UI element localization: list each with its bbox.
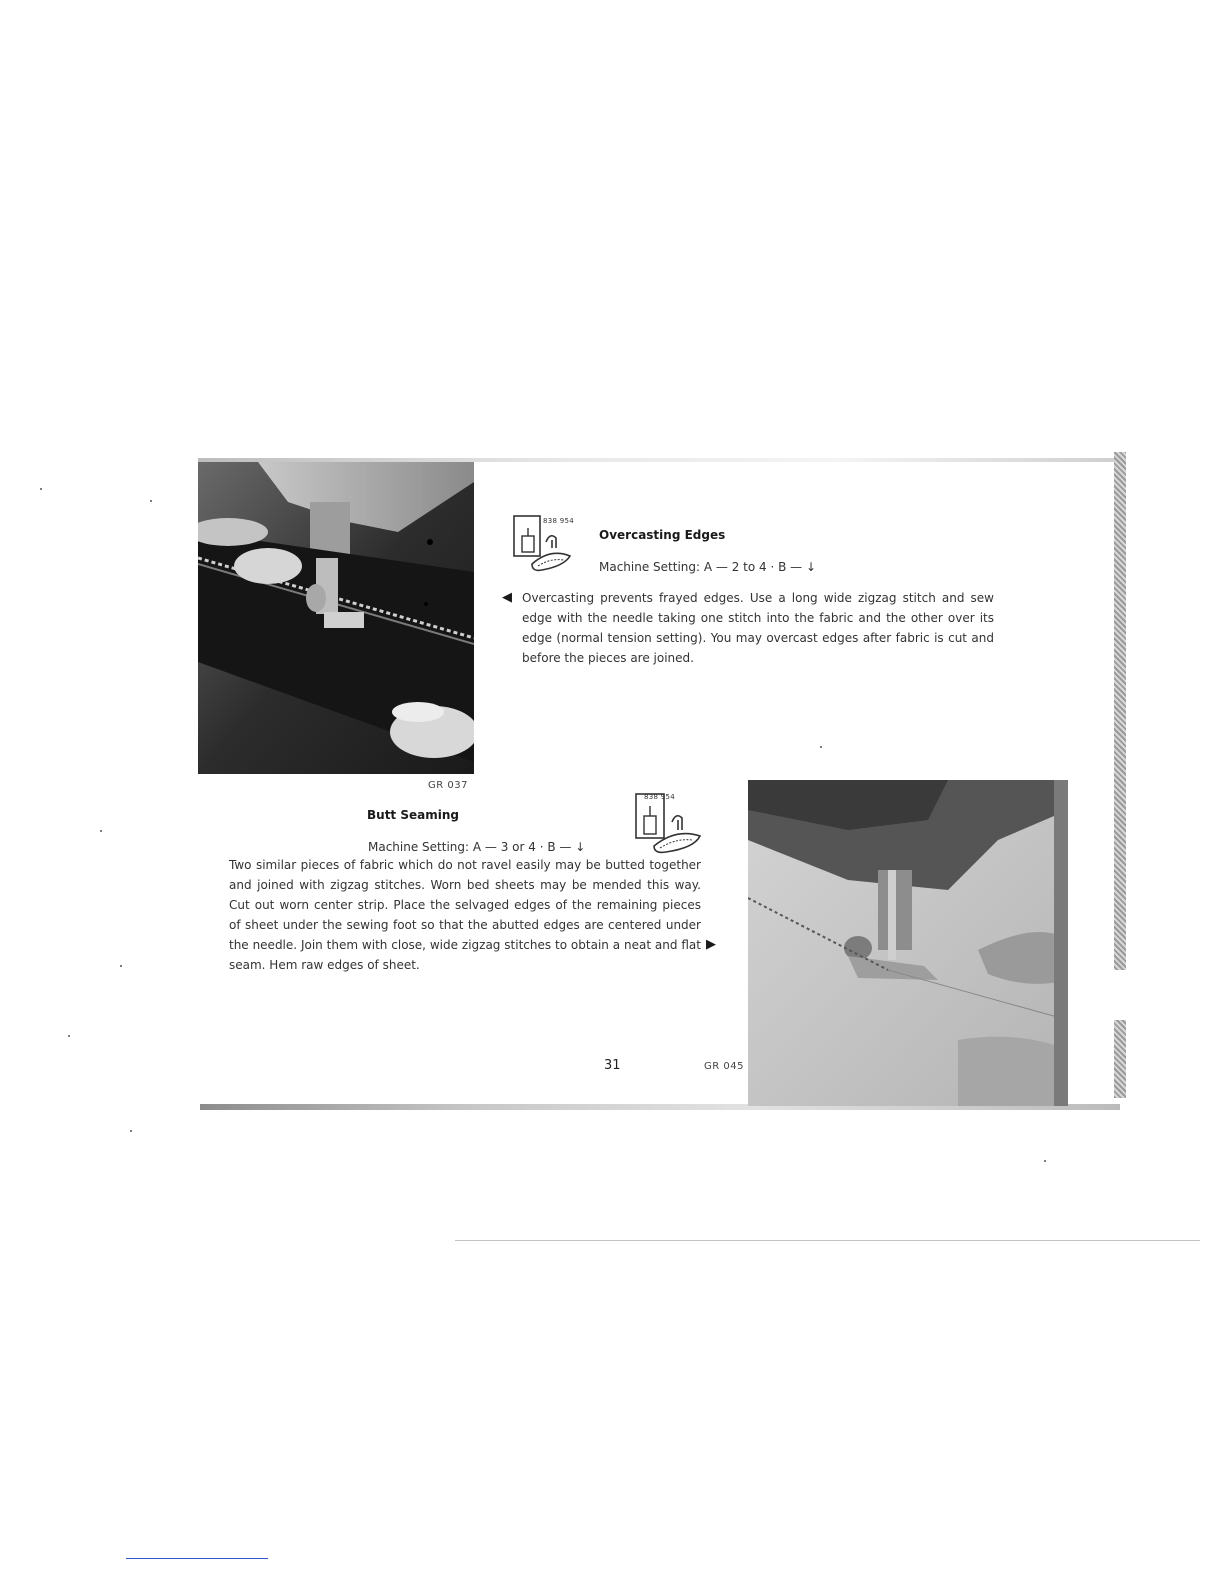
overcasting-photo — [198, 462, 474, 774]
scan-speck — [40, 488, 42, 490]
footnote-rule — [126, 1558, 268, 1559]
butt-seaming-photo — [748, 780, 1068, 1106]
scan-speck — [120, 965, 122, 967]
scan-speck — [150, 500, 152, 502]
butt-seaming-machine-setting: Machine Setting: A — 3 or 4 · B — ↓ — [368, 840, 586, 854]
scan-speck — [100, 830, 102, 832]
overcasting-heading: Overcasting Edges — [599, 528, 726, 542]
overcasting-machine-setting: Machine Setting: A — 2 to 4 · B — ↓ — [599, 560, 817, 574]
overcasting-body: Overcasting prevents frayed edges. Use a long wide zigzag stitch and sew edge with the needle taking one stitch into the fabric and the other over its edge (normal tension setting). You may overcast edges after fabric is cut and before the pieces are joined. — [522, 591, 994, 665]
scan-speck — [68, 1035, 70, 1037]
page-number: 31 — [604, 1058, 621, 1073]
butt-seaming-heading: Butt Seaming — [367, 808, 459, 822]
right-pointer-arrow: ▶ — [706, 937, 716, 952]
butt-seaming-photo-caption: GR 045 — [704, 1061, 744, 1072]
adjacent-page-gap — [1114, 970, 1126, 1020]
presser-foot-part-number: 838 954 — [543, 517, 575, 525]
scan-speck — [820, 746, 822, 748]
scan-speck — [130, 1130, 132, 1132]
left-pointer-arrow: ◀ — [502, 590, 512, 605]
overcasting-photo-caption: GR 037 — [428, 780, 468, 791]
scan-speck — [1044, 1160, 1046, 1162]
butt-seaming-body: Two similar pieces of fabric which do not ravel easily may be butted together and joined with zigzag stitches. Worn bed sheets may be mended this way. Cut out worn center strip. Place the selvaged edges of the remaining pieces of sheet under the sewing foot so that the abutted edges are centered under the needle. Join them with close, wide zigzag stitches to obtain a neat and flat seam. Hem raw edges of sheet. — [229, 858, 701, 972]
presser-foot-part-number: 838 954 — [644, 793, 676, 801]
bottom-rule — [455, 1240, 1200, 1241]
